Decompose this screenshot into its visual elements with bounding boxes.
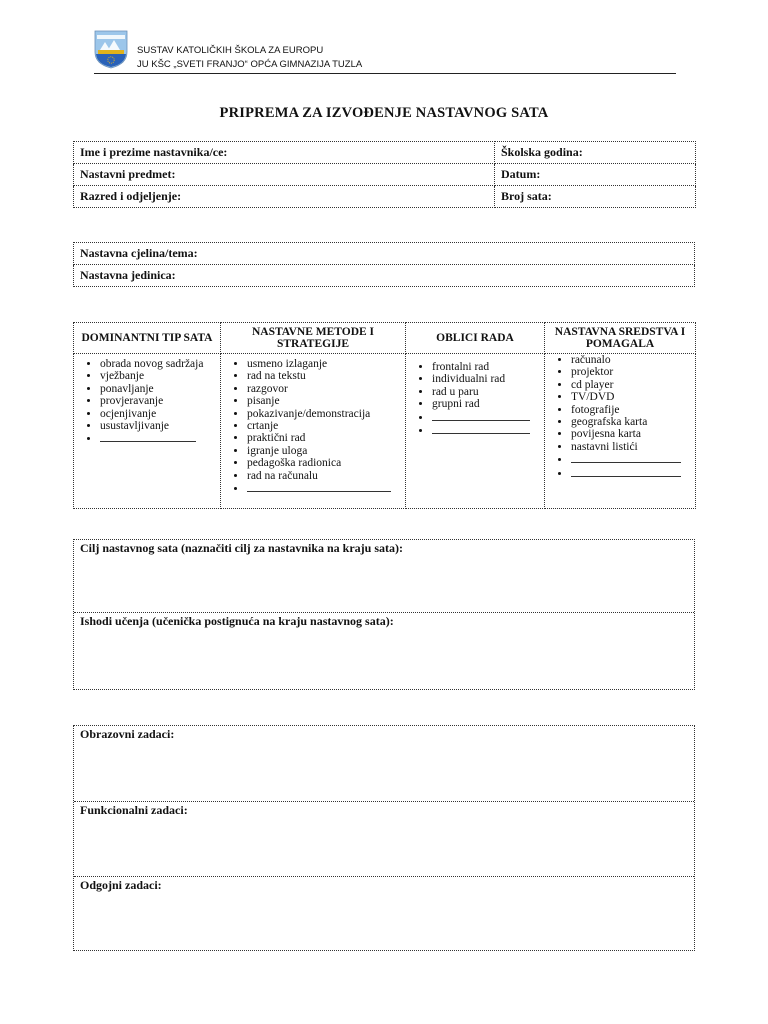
- blank-line[interactable]: [571, 453, 681, 463]
- subject-field[interactable]: Nastavni predmet:: [74, 164, 495, 186]
- list-item: • pokazivanje/demonstracija: [247, 408, 401, 420]
- page-title: PRIPREMA ZA IZVOĐENJE NASTAVNOG SATA: [219, 105, 549, 121]
- educational-tasks-label: Obrazovni zadaci:: [80, 727, 175, 741]
- list-item: • vježbanje: [100, 370, 216, 382]
- methods-cell: [221, 354, 406, 509]
- blank-line[interactable]: [571, 467, 681, 477]
- list-item: • ponavljanje: [100, 383, 216, 395]
- list-item: • provjeravanje: [100, 395, 216, 407]
- list-item: • povijesna karta: [571, 428, 691, 440]
- list-item: • rad na računalu: [247, 470, 401, 482]
- list-item: • usustavljivanje: [100, 420, 216, 432]
- header-line-1: SUSTAV KATOLIČKIH ŠKOLA ZA EUROPU: [137, 45, 324, 56]
- list-item: • računalo: [571, 354, 691, 366]
- lesson-goal-label: Cilj nastavnog sata (naznačiti cilj za nastavnika na kraju sata):: [80, 541, 404, 555]
- educational-tasks-field[interactable]: [74, 726, 694, 801]
- list-item: • pedagoška radionica: [247, 457, 401, 469]
- list-item: • usmeno izlaganje: [247, 358, 401, 370]
- blank-line[interactable]: [247, 482, 391, 492]
- table-row: [74, 164, 696, 186]
- list-item-blank[interactable]: [247, 482, 401, 495]
- topic-unit-field[interactable]: Nastavna cjelina/tema:: [74, 243, 695, 265]
- learning-outcomes-field[interactable]: [74, 612, 694, 689]
- header-methods: NASTAVNE METODE I STRATEGIJE: [221, 323, 406, 354]
- list-item-blank[interactable]: [571, 467, 691, 480]
- school-crest-icon: [94, 30, 128, 69]
- lesson-type-cell: [74, 354, 221, 509]
- list-item-blank[interactable]: [100, 432, 216, 445]
- blank-line[interactable]: [432, 424, 530, 434]
- teacher-name-field[interactable]: Ime i prezime nastavnika/ce:: [74, 142, 495, 164]
- list-item: • projektor: [571, 366, 691, 378]
- functional-tasks-field[interactable]: [74, 801, 694, 876]
- list-item-blank[interactable]: [432, 411, 540, 424]
- work-forms-cell: [406, 354, 545, 509]
- header-line-2: JU KŠC „SVETI FRANJO“ OPĆA GIMNAZIJA TUZLA: [137, 59, 363, 70]
- methods-list: [225, 358, 401, 495]
- table-row: [74, 243, 695, 265]
- functional-tasks-label: Funkcionalni zadaci:: [80, 803, 188, 817]
- header-lesson-type: DOMINANTNI TIP SATA: [74, 323, 221, 354]
- table-row: [74, 142, 696, 164]
- list-item: • nastavni listići: [571, 441, 691, 453]
- teaching-aids-cell: [545, 354, 696, 509]
- table-row: [74, 354, 696, 509]
- school-year-field[interactable]: Školska godina:: [495, 142, 696, 164]
- table-header-row: [74, 323, 696, 354]
- list-item: • frontalni rad: [432, 361, 540, 373]
- tasks-box: [73, 725, 695, 951]
- teaching-aids-list: [549, 354, 691, 480]
- list-item: • grupni rad: [432, 398, 540, 410]
- list-item: • crtanje: [247, 420, 401, 432]
- date-field[interactable]: Datum:: [495, 164, 696, 186]
- list-item-blank[interactable]: [432, 424, 540, 437]
- topic-table: [73, 242, 695, 287]
- upbringing-tasks-label: Odgojni zadaci:: [80, 878, 162, 892]
- table-row: [74, 265, 695, 287]
- list-item: • igranje uloga: [247, 445, 401, 457]
- list-item-blank[interactable]: [571, 453, 691, 466]
- methods-table: [73, 322, 696, 509]
- list-item: • cd player: [571, 379, 691, 391]
- list-item: • TV/DVD: [571, 391, 691, 403]
- list-item: • individualni rad: [432, 373, 540, 385]
- list-item: • praktični rad: [247, 432, 401, 444]
- table-row: [74, 186, 696, 208]
- upbringing-tasks-field[interactable]: [74, 876, 694, 950]
- document-header: [94, 30, 676, 74]
- goals-box: [73, 539, 695, 690]
- work-forms-list: [410, 361, 540, 437]
- lesson-unit-field[interactable]: Nastavna jedinica:: [74, 265, 695, 287]
- header-teaching-aids: NASTAVNA SREDSTVA I POMAGALA: [545, 323, 696, 354]
- list-item: • geografska karta: [571, 416, 691, 428]
- header-work-forms: OBLICI RADA: [406, 323, 545, 354]
- list-item: • rad na tekstu: [247, 370, 401, 382]
- list-item: • obrada novog sadržaja: [100, 358, 216, 370]
- list-item: • pisanje: [247, 395, 401, 407]
- lesson-goal-field[interactable]: [74, 540, 694, 612]
- lesson-number-field[interactable]: Broj sata:: [495, 186, 696, 208]
- list-item: • fotografije: [571, 404, 691, 416]
- class-field[interactable]: Razred i odjeljenje:: [74, 186, 495, 208]
- blank-line[interactable]: [100, 432, 196, 442]
- list-item: • ocjenjivanje: [100, 408, 216, 420]
- learning-outcomes-label: Ishodi učenja (učenička postignuća na kraju nastavnog sata):: [80, 614, 394, 628]
- list-item: • razgovor: [247, 383, 401, 395]
- teacher-info-table: [73, 141, 696, 208]
- blank-line[interactable]: [432, 411, 530, 421]
- list-item: • rad u paru: [432, 386, 540, 398]
- lesson-type-list: [78, 358, 216, 446]
